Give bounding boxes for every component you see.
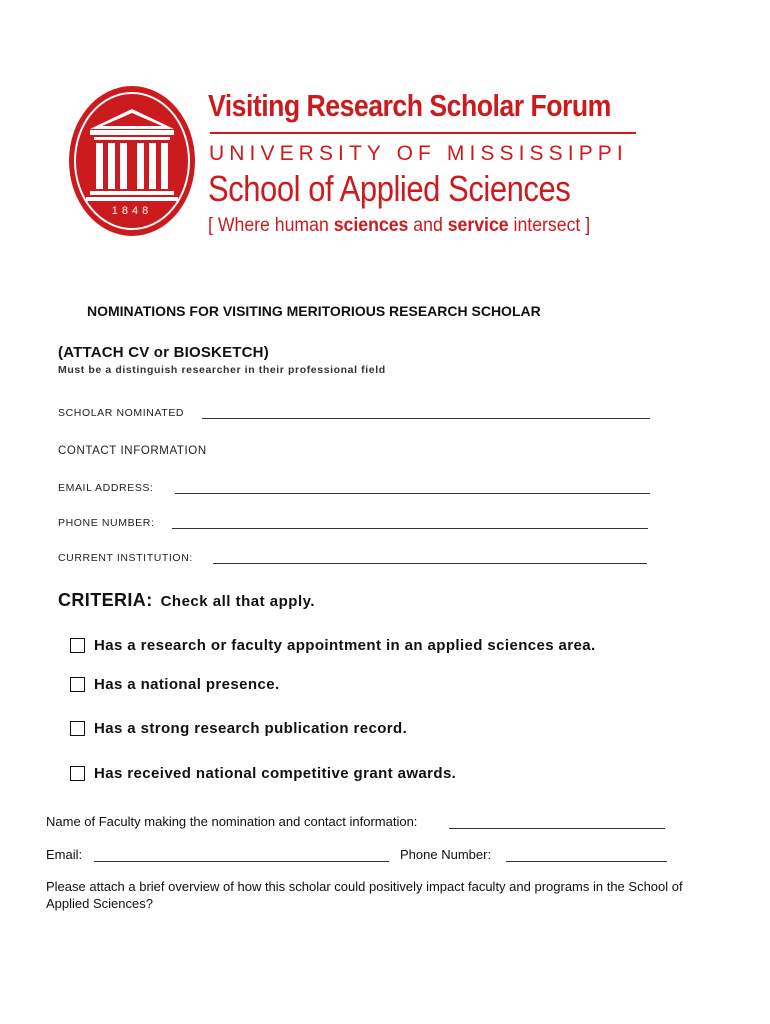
- faculty-name-label: Name of Faculty making the nomination and contact information:: [46, 814, 418, 829]
- criteria-item-label: Has a strong research publication record.: [94, 720, 408, 737]
- criteria-title: CRITERIA:: [58, 590, 153, 610]
- attach-cv-note: (ATTACH CV or BIOSKETCH): [58, 344, 269, 361]
- criteria-header: [58, 590, 315, 611]
- checkbox[interactable]: [70, 766, 85, 781]
- criteria-item-label: Has a research or faculty appointment in an applied sciences area.: [94, 637, 596, 654]
- email-address-label: EMAIL ADDRESS:: [58, 482, 154, 494]
- tagline-prefix: [ Where human: [208, 215, 334, 236]
- criteria-item-label: Has received national competitive grant awards.: [94, 765, 457, 782]
- tagline-service: service: [447, 215, 509, 236]
- criteria-item[interactable]: [70, 720, 407, 737]
- faculty-phone-field[interactable]: [506, 861, 667, 862]
- tagline: [208, 215, 590, 237]
- faculty-name-field[interactable]: [449, 828, 665, 829]
- university-seal-logo: [68, 85, 196, 237]
- contact-information-label: CONTACT INFORMATION: [58, 445, 207, 457]
- criteria-item[interactable]: [70, 637, 596, 654]
- scholar-nominated-field[interactable]: [202, 418, 650, 419]
- overview-instructions: Please attach a brief overview of how this scholar could positively impact faculty and programs in the School of Applied Sciences?: [46, 879, 683, 911]
- phone-number-field[interactable]: [172, 528, 648, 529]
- criteria-instruction: Check all that apply.: [160, 593, 316, 610]
- current-institution-label: CURRENT INSTITUTION:: [58, 552, 193, 564]
- faculty-email-field[interactable]: [94, 861, 389, 862]
- tagline-mid: and: [408, 215, 448, 236]
- university-name: UNIVERSITY OF MISSISSIPPI: [209, 142, 628, 165]
- checkbox[interactable]: [70, 677, 85, 692]
- header-divider: [210, 132, 636, 134]
- criteria-item[interactable]: [70, 676, 280, 693]
- checkbox[interactable]: [70, 638, 85, 653]
- distinguish-note: Must be a distinguish researcher in their professional field: [58, 364, 386, 376]
- form-heading: NOMINATIONS FOR VISITING MERITORIOUS RESEARCH SCHOLAR: [87, 303, 541, 319]
- criteria-item[interactable]: [70, 765, 456, 782]
- tagline-sciences: sciences: [333, 215, 409, 236]
- school-name: School of Applied Sciences: [208, 168, 571, 209]
- phone-number-label: PHONE NUMBER:: [58, 517, 155, 529]
- tagline-suffix: intersect ]: [508, 215, 591, 236]
- current-institution-field[interactable]: [213, 563, 647, 564]
- faculty-email-label: Email:: [46, 847, 83, 862]
- forum-title: Visiting Research Scholar Forum: [208, 88, 611, 123]
- criteria-item-label: Has a national presence.: [94, 676, 280, 693]
- seal-year: 1848: [111, 205, 153, 217]
- checkbox[interactable]: [70, 721, 85, 736]
- faculty-phone-label: Phone Number:: [400, 847, 492, 862]
- scholar-nominated-label: SCHOLAR NOMINATED: [58, 407, 185, 419]
- email-address-field[interactable]: [175, 493, 650, 494]
